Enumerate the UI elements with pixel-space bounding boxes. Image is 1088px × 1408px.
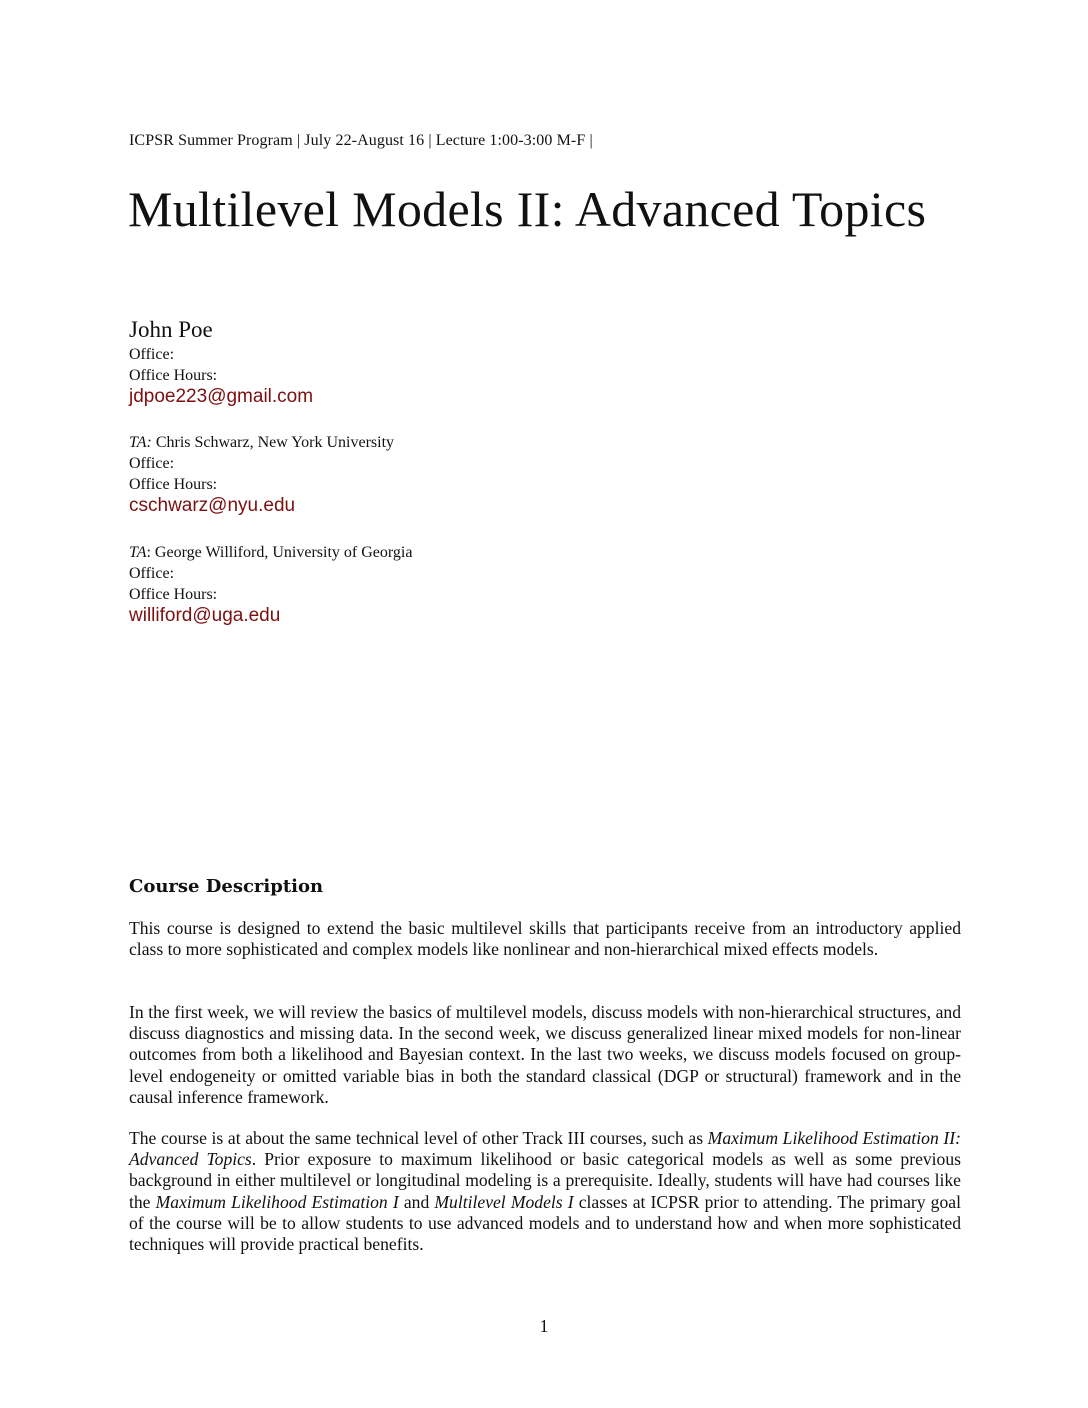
p3-course-name-mle1: Maximum Likelihood Estimation I [155,1191,399,1212]
ta1-office-label: Office: [129,455,175,472]
p3-text-a: The course is at about the same technical level of other Track III courses, such as [129,1128,708,1148]
ta2-office-hours-label: Office Hours: [129,586,218,603]
p3-text-c: and [398,1191,435,1212]
course-title: Multilevel Models II: Advanced Topics [128,181,927,237]
ta2-office-label: Office: [129,565,175,582]
ta2-name-affiliation: : George Williford, University of Georgia [146,544,413,561]
instructor-office-hours-label: Office Hours: [129,367,218,384]
instructor-office-label: Office: [129,346,175,363]
p3-course-name-mlm1: Multilevel Models I [434,1191,574,1212]
program-header: ICPSR Summer Program | July 22-August 16 | Lecture 1:00-3:00 M-F | [129,132,593,149]
ta2-name-line [129,542,412,563]
ta1-office-hours-label: Office Hours: [129,476,218,493]
ta1-email-link[interactable]: cschwarz@nyu.edu [129,495,296,516]
instructor-email-link[interactable]: jdpoe223@gmail.com [129,386,314,407]
page-number: 1 [539,1316,549,1336]
p3-text-d: classes at ICPSR prior to attending. The primary goal of the course will be to allow students to use advanced models and to understand how and when more sophisticated techniques will provide practical benefits. [129,1191,961,1255]
instructor-contact [129,316,313,408]
course-description-paragraph-1: This course is designed to extend the basic multilevel skills that participants receive from an introductory applied class to more sophisticated and complex models like nonlinear and non-hierarchical mixed effects models. [129,918,961,960]
p3-text-b: . Prior exposure to maximum likelihood or basic categorical models as well as some previous background in either multilevel or longitudinal modeling is a prerequisite. Ideally, students will have had courses like the [129,1149,962,1212]
ta1-contact [129,432,394,517]
ta2-label: TA [129,544,147,561]
ta1-name-line [129,432,394,453]
course-description-paragraph-3 [129,1128,961,1255]
instructor-name: John Poe [129,317,213,342]
ta2-email-link[interactable]: williford@uga.edu [129,605,281,626]
p3-course-name-mle2: Maximum Likelihood Estimation II: Advanced Topics [129,1128,961,1170]
ta1-label: TA: [129,434,152,451]
ta2-contact [129,542,412,627]
ta1-name-affiliation: Chris Schwarz, New York University [151,434,395,451]
course-description-paragraph-2: In the first week, we will review the basics of multilevel models, discuss models with non-hierarchical structures, and discuss diagnostics and missing data. In the second week, we discuss generalized linear mixed models for non-linear outcomes from both a likelihood and Bayesian context. In the last two weeks, we discuss models focused on group-level endogeneity or omitted variable bias in both the standard classical (DGP or structural) framework and in the causal inference framework. [129,1002,961,1107]
course-description-heading: Course Description [129,876,324,897]
